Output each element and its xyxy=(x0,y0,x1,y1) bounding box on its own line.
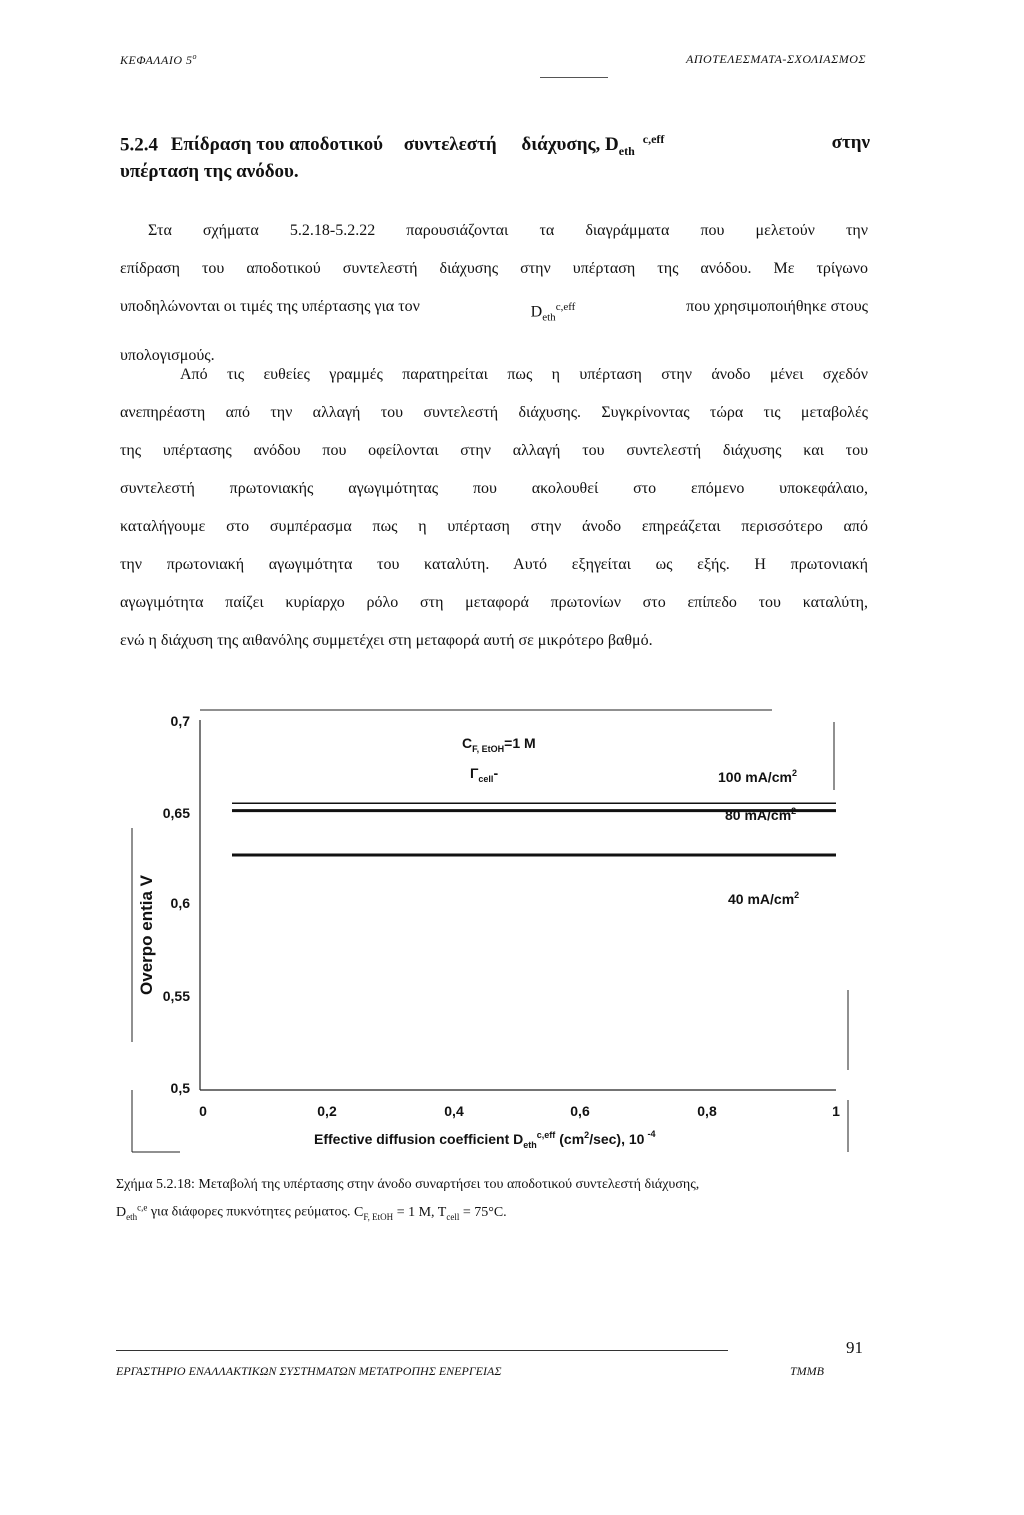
section-title-part2: συντελεστή xyxy=(403,134,497,156)
footer-left: ΕΡΓΑΣΤΗΡΙΟ ΕΝΑΛΛΑΚΤΙΚΩΝ ΣΥΣΤΗΜΑΤΩΝ ΜΕΤΑΤΡΟΠΗΣ ΕΝΕΡΓΕΙΑΣ xyxy=(116,1364,502,1378)
p1-line3: υποδηλώνονται οι τιμές της υπέρτασης για τον $D_{eth}^{c,eff}$ που χρησιμοποιήθηκε στους xyxy=(120,288,868,337)
section-title-part1: Επίδραση του αποδοτικού xyxy=(170,134,383,156)
y-tick-label: 0,5 xyxy=(170,1080,190,1096)
running-header-right: ΑΠΟΤΕΛΕΣΜΑΤΑ-ΣΧΟΛΙΑΣΜΟΣ xyxy=(686,52,866,66)
x-tick-label: 0 xyxy=(199,1103,207,1119)
y-tick-label: 0,7 xyxy=(170,713,190,729)
caption-label: Σχήμα 5.2.18: xyxy=(116,1177,195,1192)
y-tick-label: 0,55 xyxy=(162,988,190,1004)
y-tick-labels xyxy=(163,713,190,1096)
chapter-label: ΚΕΦΑΛΑΙΟ 5 xyxy=(120,53,193,67)
p2-line: ενώ η διάχυση της αιθανόλης συμμετέχει στη μεταφορά αυτή σε μικρότερο βαθμό. xyxy=(120,632,653,649)
series-label-80: 80 $mA/cm^2$ xyxy=(725,806,797,823)
p1-symbol: $D_{eth}^{c,eff}$ xyxy=(530,301,576,324)
p2-line: συντελεστή πρωτονιακής αγωγιμότητας που ακολουθεί στο επόμενο υποκεφάλαιο, xyxy=(120,480,868,497)
caption-text1: Μεταβολή της υπέρτασης στην άνοδο συναρτήσει του αποδοτικού συντελεστή διάχυσης, xyxy=(198,1177,700,1192)
p1-line1: Στα σχήματα 5.2.18-5.2.22 παρουσιάζονται τα διαγράμματα που μελετούν την xyxy=(148,222,868,239)
x-tick-label: 0,2 xyxy=(317,1103,337,1119)
figure-caption xyxy=(116,1174,836,1227)
section-title-line2: υπέρταση της ανόδου. xyxy=(120,161,299,182)
x-tick-labels xyxy=(199,1103,840,1119)
section-title-line1 xyxy=(120,132,870,160)
footer-rule xyxy=(116,1350,728,1351)
series-label-40: 40 $mA/cm^2$ xyxy=(728,890,800,907)
y-axis-label: Overpo entia V xyxy=(137,875,156,995)
chapter-sup: ο xyxy=(192,52,198,61)
section-title-part3: διάχυσης, xyxy=(521,134,601,156)
paragraph-1 xyxy=(120,212,868,375)
p1-line2: επίδραση του αποδοτικού συντελεστή διάχυσης στην υπέρταση της ανόδου. Με τρίγωνο xyxy=(120,260,868,277)
condition-temperature: $\Gamma_{cell}-$ xyxy=(470,765,499,784)
page-number: 91 xyxy=(846,1338,863,1357)
caption-line1 xyxy=(116,1174,836,1196)
running-header-left xyxy=(120,52,197,68)
section-title-part4: στην xyxy=(831,132,870,153)
p2-line: αγωγιμότητα παίζει κυρίαρχο ρόλο στη μεταφορά πρωτονίων στο επίπεδο του καταλύτη, xyxy=(120,594,868,611)
header-rule xyxy=(540,77,608,78)
x-tick-label: 0,8 xyxy=(697,1103,717,1119)
p2-line: της υπέρτασης ανόδου που οφείλονται στην αλλαγή του συντελεστή διάχυσης και του xyxy=(120,442,868,459)
p2-line: καταλήγουμε στο συμπέρασμα πως η υπέρταση στην άνοδο επηρεάζεται περισσότερο από xyxy=(120,518,868,535)
x-tick-label: 0,4 xyxy=(444,1103,464,1119)
x-axis-label: Effective diffusion coefficient $D_{eth}^{c,eff}$ $(cm^2/\sec)$, 10 $^{-4}$ xyxy=(314,1129,656,1150)
footer-right: ΤΜΜΒ xyxy=(790,1364,824,1378)
y-tick-label: 0,6 xyxy=(170,895,190,911)
caption-symbol: $D_{eth}^{c,e}$ xyxy=(116,1202,148,1222)
section-symbol: $D_{eth}^{c,eff}$ xyxy=(605,132,665,159)
overpotential-chart xyxy=(0,690,1024,1170)
section-number: 5.2.4 xyxy=(120,134,158,156)
x-tick-label: 0,6 xyxy=(570,1103,590,1119)
p2-line: την πρωτονιακή αγωγιμότητα του καταλύτη. Αυτό εξηγείται ως εξής. Η πρωτονιακή xyxy=(120,556,868,573)
y-tick-label: 0,65 xyxy=(162,805,190,821)
p2-line: Από τις ευθείες γραμμές παρατηρείται πως η υπέρταση στην άνοδο μένει σχεδόν xyxy=(180,366,868,383)
paragraph-2 xyxy=(120,356,868,660)
p1-line4: υπολογισμούς. xyxy=(120,346,215,364)
x-tick-label: 1 xyxy=(832,1103,840,1119)
series-label-100: 100 $mA/cm^2$ xyxy=(718,768,797,785)
p2-line: ανεπηρέαστη από την αλλαγή του συντελεστή διάχυσης. Συγκρίνοντας τώρα τις μεταβολές xyxy=(120,404,868,421)
condition-concentration: $C_{F, EtOH}=1$ M xyxy=(462,735,536,754)
caption-line2: $D_{eth}^{c,e}$ για διάφορες πυκνότητες ρεύματος. $C_{F, EtOH} = 1$ M, $T_{cell} = 75^\circ C$. xyxy=(116,1202,507,1222)
